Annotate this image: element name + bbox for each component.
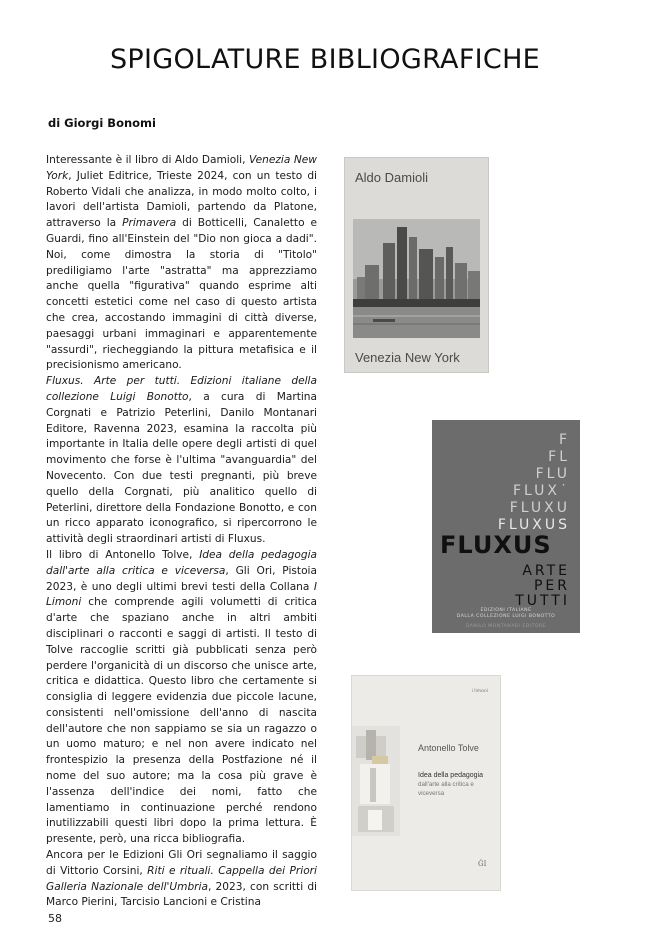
fluxus-cascade-5: FLUXU	[509, 500, 570, 516]
publisher-logo: ĠI	[478, 860, 487, 868]
sculpture-image	[352, 726, 400, 836]
fluxus-per: PER	[533, 578, 570, 594]
book-cover-venezia-new-york	[345, 158, 488, 372]
cover-title: Idea della pedagogia	[418, 772, 484, 779]
cover-series-label: i limoni	[471, 689, 488, 694]
book-cover-idea-della-pedagogia	[352, 676, 500, 890]
fluxus-main-title: FLUXUS	[440, 531, 552, 559]
cover-title: Venezia New York	[355, 350, 460, 365]
page-number: 58	[48, 912, 62, 925]
book-cover-fluxus	[432, 420, 580, 633]
fluxus-tutti: TUTTI	[515, 593, 570, 609]
paragraph-fluxus: Fluxus. Arte per tutti. Edizioni italiane della collezione Luigi Bonotto, a cura di Martina Corgnati e Patrizio Peterlini, Danilo Montanari Editore, Ravenna 2023, esamina la raccolta più importante in Italia delle opere degli artisti di quel movimento che forse è l'ultima "avanguardia" del Novecento. Con due testi pregnanti, più breve quello della Corgnati, più analitico quello di Peterlini, direttore della Fondazione Bonotto, e con un ricco apparato iconografico, si ripercorrono le attività degli straordinari artisti di Fluxus.	[46, 375, 317, 546]
page-title: SPIGOLATURE BIBLIOGRAFICHE	[109, 44, 541, 75]
cover-author: Aldo Damioli	[355, 170, 428, 185]
fluxus-cascade-2: FL	[548, 449, 570, 465]
author-byline: di Giorgi Bonomi	[48, 116, 156, 130]
fluxus-cascade-6: FLUXUS	[497, 517, 570, 533]
article-body	[46, 153, 317, 911]
fluxus-collection-line: DALLA COLLEZIONE LUIGI BONOTTO	[456, 614, 556, 619]
cover-subtitle: dall'arte alla critica e viceversa	[418, 781, 474, 797]
fluxus-edition-line: EDIZIONI ITALIANE	[480, 608, 532, 613]
fluxus-cascade-3: FLU	[535, 466, 570, 482]
paragraph-damioli: Interessante è il libro di Aldo Damioli, Venezia New York, Juliet Editrice, Trieste 2024, con un testo di Roberto Vidali che analizza, in modo molto colto, i lavori dell'artista Damioli, partendo da Platone, attraverso la Primavera di Botticelli, Canaletto e Guardi, fino all'Einstein del "Dio non gioca a dadi". Noi, come dimostra la storia di "Titolo" prediligiamo l'arte "astratta" ma apprezziamo anche quella "figurativa" quando esprime alti concetti estetici come nel caso di questo artista che crea, accostando immagini di città diverse, paesaggi urbani immaginari e apparentemente "assurdi", riecheggiando la pittura metafisica e il precisionismo americano.	[46, 154, 317, 372]
fluxus-cascade-4: FLUX˙	[513, 483, 570, 499]
paragraph-corsini: Ancora per le Edizioni Gli Ori segnaliamo il saggio di Vittorio Corsini, Riti e rituali. Cappella dei Priori Galleria Nazionale dell'Umbria, 2023, con scritti di Marco Pierini, Tarcisio Lancioni e Cristina	[46, 849, 317, 909]
fluxus-cascade-1: F	[558, 432, 570, 448]
fluxus-arte: ARTE	[522, 563, 570, 579]
city-skyline-image	[353, 219, 480, 338]
fluxus-publisher: DANILO MONTANARI EDITORE	[465, 624, 547, 629]
cover-author: Antonello Tolve	[418, 743, 479, 753]
paragraph-tolve: Il libro di Antonello Tolve, Idea della pedagogia dall'arte alla critica e viceversa, Gli Ori, Pistoia 2023, è uno degli ultimi brevi testi della Collana I Limoni che comprende agili volumetti di critica d'arte che spaziano anche in altri ambiti disciplinari o racconti e saggi di artisti. Il testo di Tolve raccoglie scritti già pubblicati senza però perdere l'organicità di un discorso che unisce arte, critica e didattica. Questo libro che certamente si consiglia di leggere evidenzia due piccole lacune, consistenti nell'omissione dell'anno di nascita dell'autore che non sappiamo se sia un ragazzo o un uomo maturo; e nel non avere indicato nel frontespizio la presenza della Postfazione né il nome del suo autore; ma la cosa più grave è l'assenza dell'indice dei nomi, fatto che lamentiamo in continuazione perché rendono inutilizzabili questi libri dopo la prima lettura. È presente, però, una ricca bibliografia.	[46, 548, 318, 846]
